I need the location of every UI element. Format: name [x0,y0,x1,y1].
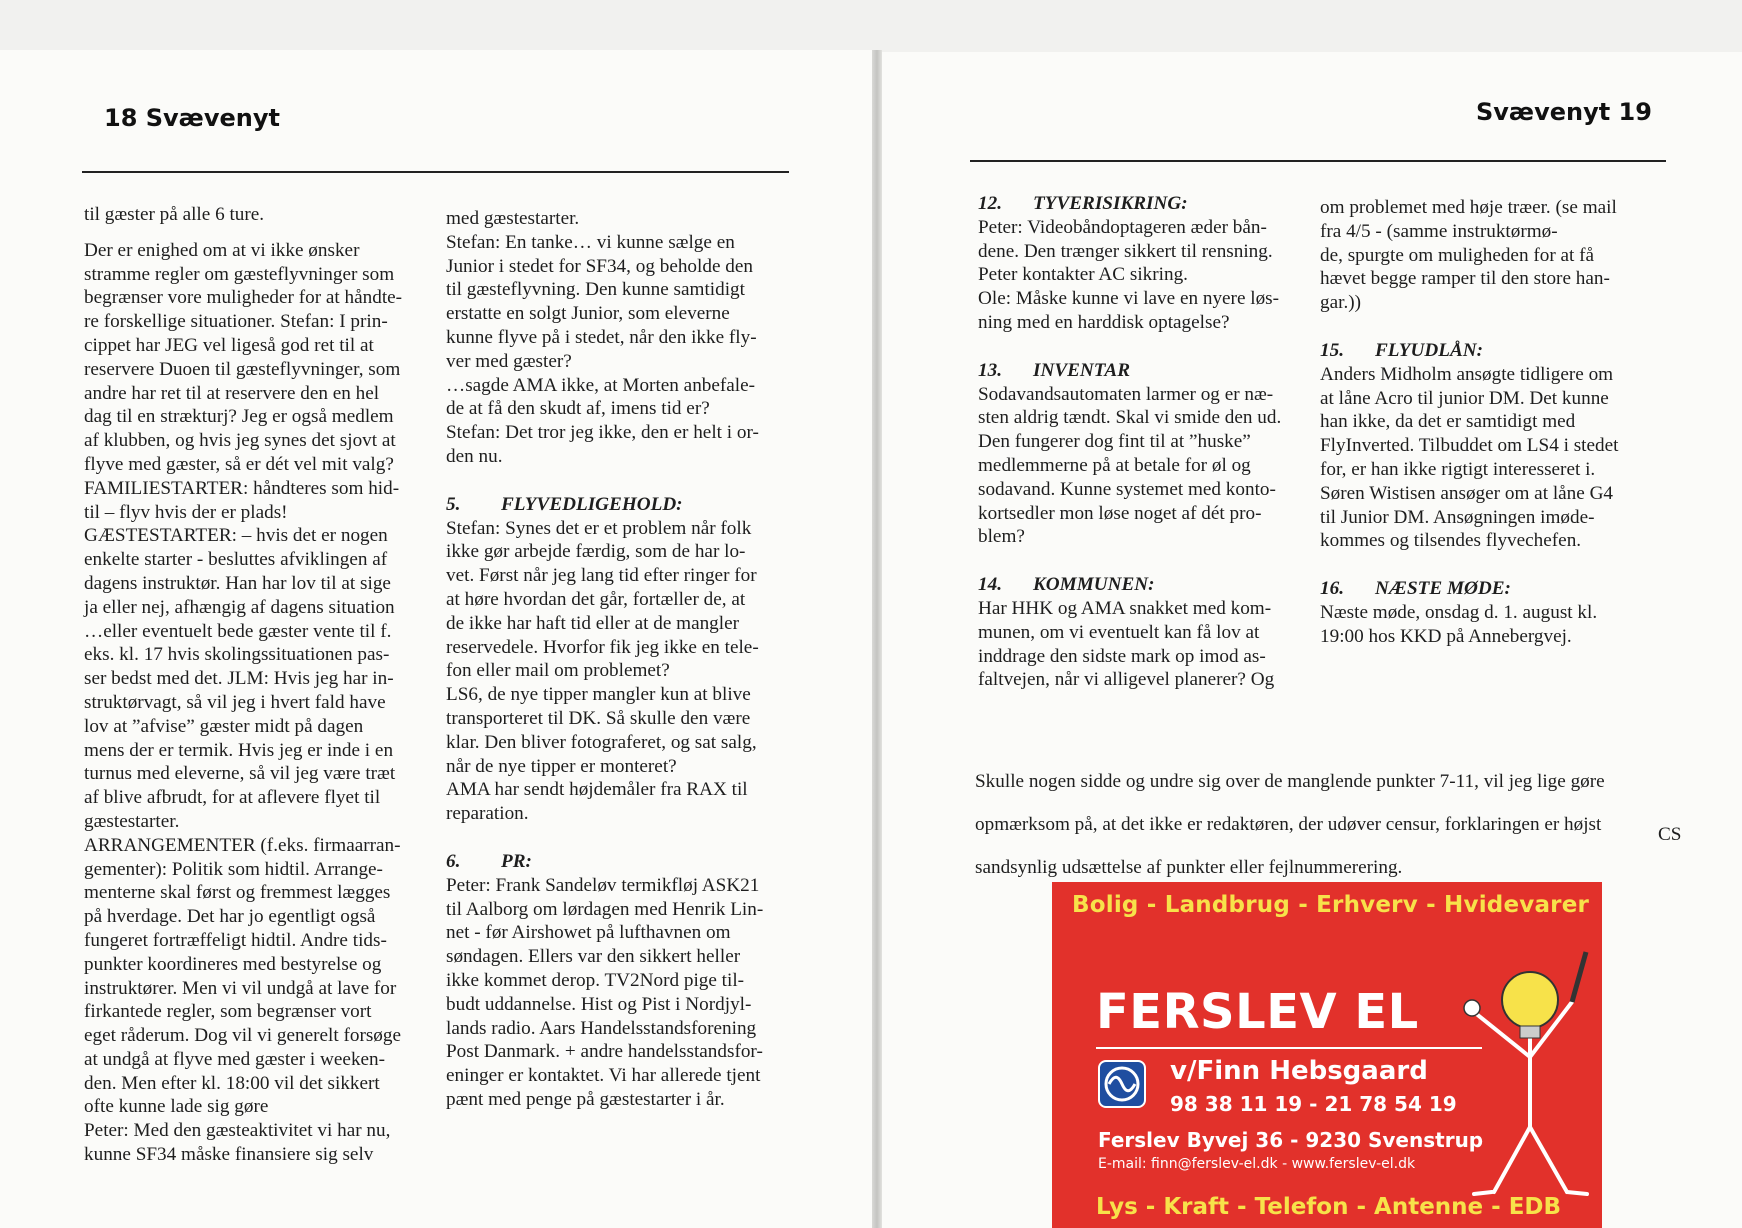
text-line: Stefan: Synes det er et problem når folk [446,517,752,539]
ad-bottom-line: Lys - Kraft - Telefon - Antenne - EDB [1096,1194,1562,1220]
text-line: munen, om vi eventuelt kan få lov at [978,621,1260,643]
left-column-2 [446,207,791,1112]
text-line: Stefan: En tanke… vi kunne sælge en [446,231,735,253]
signature: CS [1658,824,1682,845]
text-line: instruktører. Men vi vil undgå at lave for [84,977,397,999]
text-line: mens der er termik. Hvis jeg er inde i en [84,739,394,761]
ad-top-line: Bolig - Landbrug - Erhverv - Hvidevarer [1072,892,1590,918]
text-line: Peter: Med den gæsteaktivitet vi har nu, [84,1120,391,1142]
ferslev-el-advertisement [1052,882,1602,1228]
text-line: firkantede regler, som begrænser vort [84,1001,372,1023]
text-line: klar. Den bliver fotograferet, og sat salg, [446,731,757,753]
text-line: til gæsteflyvning. Den kunne samtidigt [446,279,745,301]
text-line: struktørvagt, så vil jeg i hvert fald have [84,691,386,713]
text-line: for, er han ikke rigtigt interesseret i. [1320,458,1596,480]
section-14-body [978,597,1308,692]
right-col2-intro [1320,196,1665,315]
text-line: søndagen. Ellers var den sikkert heller [446,946,741,968]
text-line: re forskellige situationer. Stefan: I prin- [84,311,388,333]
text-line: inddrage den sidste mark op imod as- [978,645,1266,667]
text-line: fungeret fortræffeligt hidtil. Andre tids- [84,929,387,951]
text-line: kommes og tilsendes flyvechefen. [1320,530,1582,552]
ad-brand: FERSLEV EL [1096,984,1419,1040]
right-column-1 [978,192,1308,692]
text-line: Ole: Måske kunne vi lave en nyere løs- [978,288,1280,310]
text-line: eks. kl. 17 hvis skolingssituationen pas- [84,644,390,666]
text-line: 19:00 hos KKD på Annebergvej. [1320,625,1572,647]
text-line: han ikke, da det er samtidigt med [1320,411,1576,433]
text-line: dag til en strækturj? Jeg er også medlem [84,406,394,428]
text-line: Sodavandsautomaten larmer og er næ- [978,383,1274,405]
left-column-1 [84,203,429,1167]
section-14-heading: 14. KOMMUNEN: [978,574,1155,596]
text-line: på hverdage. Det har jo egentligt også [84,906,376,928]
text-line: budt uddannelse. Hist og Pist i Nordjyl- [446,993,752,1015]
text-line: punkter koordineres med bestyrelse og [84,953,382,975]
text-line: sodavand. Kunne systemet med konto- [978,478,1276,500]
section-16-body [1320,601,1665,649]
text-line: blem? [978,526,1025,548]
lightbulb-mascot-icon [1452,942,1602,1212]
text-line: FAMILIESTARTER: håndteres som hid- [84,477,400,499]
text-line: opmærksom på, at det ikke er redaktøren, der udøver censur, forklaringen er højst [975,814,1602,836]
left-header-rule [82,171,789,173]
section-6-body [446,874,791,1112]
text-line: Der er enighed om at vi ikke ønsker [84,239,360,261]
text-line: cippet har JEG vel ligeså god ret til at [84,334,374,356]
ad-contact-name: v/Finn Hebsgaard [1170,1056,1428,1086]
text-line: hævet begge ramper til den store han- [1320,268,1610,290]
text-line: at låne Acro til junior DM. Det kunne [1320,387,1609,409]
text-line: stramme regler om gæsteflyvninger som [84,263,395,285]
text-line: ja eller nej, afhængig af dagens situation [84,596,395,618]
text-line: de, spurgte om muligheden for at få [1320,244,1595,266]
text-line: enkelte starter - besluttes afviklingen af [84,549,388,571]
text-line: gementer): Politik som hidtil. Arrange- [84,858,383,880]
text-line: menterne skal først og fremmest lægges [84,882,391,904]
text-line: fon eller mail om problemet? [446,660,670,682]
right-column-2 [1320,196,1665,649]
text-line: når de nye tipper er monteret? [446,755,677,777]
text-line: af klubben, og hvis jeg synes det sjovt at [84,430,396,452]
text-line: til Aalborg om lørdagen med Henrik Lin- [446,898,764,920]
text-line: reservedele. Hvorfor fik jeg ikke en tele- [446,636,759,658]
text-line: til Junior DM. Ansøgningen imøde- [1320,506,1595,528]
editor-note [975,751,1695,899]
text-line: flyve med gæster, så er dét vel mit valg? [84,453,394,475]
ad-divider [1096,1047,1482,1049]
text-line: kortsedler mon løse noget af dét pro- [978,502,1262,524]
text-line: eget råderum. Dog vil vi generelt forsøge [84,1025,402,1047]
text-line: Peter: Frank Sandeløv termikfløj ASK21 [446,874,760,896]
text-line: ver med gæster? [446,350,572,372]
text-line: sten aldrig tændt. Skal vi smide den ud. [978,407,1282,429]
text-line: sandsynlig udsættelse af punkter eller fejlnummerering. [975,857,1403,879]
text-line: LS6, de nye tipper mangler kun at blive [446,684,751,706]
text-line: Søren Wistisen ansøger om at låne G4 [1320,482,1614,504]
text-line: ofte kunne lade sig gøre [84,1096,269,1118]
section-12-heading: 12. TYVERISIKRING: [978,193,1188,214]
text-line: kunne flyve på i stedet, når den ikke fly- [446,326,757,348]
text-line: at undgå at flyve med gæster i weeken- [84,1048,386,1070]
ad-phone: 98 38 11 19 - 21 78 54 19 [1170,1092,1457,1116]
section-13-heading: 13. INVENTAR [978,359,1131,381]
text-line: …sagde AMA ikke, at Morten anbefale- [446,374,756,396]
text-line: de at få den skudt af, imens tid er? [446,398,710,420]
text-line: Den fungerer dog fint til at ”huske” [978,431,1251,453]
text-line: Post Danmark. + andre handelsstandsfor- [446,1041,763,1063]
text-line: ikke kommet derop. TV2Nord pige til- [446,969,745,991]
text-line [84,227,429,239]
text-line: af blive afbrudt, for at aflevere flyet til [84,787,381,809]
section-6-heading: 6. PR: [446,850,532,872]
left-page-header: 18 Svævenyt [104,104,280,132]
text-line: til gæster på alle 6 ture. [84,204,265,225]
text-line: eninger er kontaktet. Vi har allerede tjent [446,1065,761,1087]
text-line: pænt med penge på gæstestarter i år. [446,1088,725,1110]
text-line: andre har ret til at reservere den en hel [84,382,380,404]
text-line: turnus med eleverne, så vil jeg være træt [84,763,396,785]
text-line: den nu. [446,445,503,467]
text-line: fra 4/5 - (samme instruktørmø- [1320,220,1558,242]
right-header-rule [970,160,1666,162]
text-line: lands radio. Aars Handelsstandsforening [446,1017,757,1039]
text-line: at høre hvordan det går, fortæller de, at [446,588,746,610]
left-col1-text [84,203,429,1167]
text-line: Skulle nogen sidde og undre sig over de manglende punkter 7-11, vil jeg lige gøre [975,771,1605,793]
text-line: ikke gør arbejde færdig, som de har lo- [446,541,746,563]
text-line: til – flyv hvis der er plads! [84,501,288,523]
text-line: Peter: Videobåndoptageren æder bån- [978,216,1267,238]
text-line: Anders Midholm ansøgte tidligere om [1320,363,1614,385]
text-line: gar.)) [1320,292,1362,314]
text-line: reservere Duoen til gæsteflyvninger, som [84,358,401,380]
text-line: ser bedst med det. JLM: Hvis jeg har in- [84,668,394,690]
text-line: net - før Airshowet på lufthavnen om [446,922,731,944]
text-line: dene. Den trænger sikkert til rensning. [978,240,1273,262]
text-line: Næste møde, onsdag d. 1. august kl. [1320,601,1598,623]
text-line: medlemmerne på at betale for øl og [978,454,1251,476]
section-15-body [1320,363,1665,553]
text-line: erstatte en solgt Junior, som eleverne [446,303,730,325]
section-12-body [978,216,1308,335]
text-line: FlyInverted. Tilbuddet om LS4 i stedet [1320,435,1619,457]
book-gutter [872,50,882,1228]
text-line: faltvejen, når vi alligevel planerer? Og [978,669,1275,691]
text-line: lov at ”afvise” gæster midt på dagen [84,715,364,737]
right-page-header: Svævenyt 19 [1476,98,1652,126]
text-line: AMA har sendt højdemåler fra RAX til [446,779,748,801]
text-line: den. Men efter kl. 18:00 vil det sikkert [84,1072,380,1094]
section-15-heading: 15. FLYUDLÅN: [1320,339,1484,361]
wave-logo-icon [1098,1060,1146,1108]
text-line: kunne SF34 måske finansiere sig selv [84,1144,374,1166]
text-line: ning med en harddisk optagelse? [978,311,1230,333]
text-line: Peter kontakter AC sikring. [978,264,1188,286]
text-line: GÆSTESTARTER: – hvis det er nogen [84,525,388,547]
text-line: Junior i stedet for SF34, og beholde den [446,255,753,277]
text-line: om problemet med høje træer. (se mail [1320,197,1617,218]
text-line: gæstestarter. [84,810,180,832]
text-line: de ikke har haft tid eller at de mangler [446,612,740,634]
text-line: dagens instruktør. Han har lov til at sige [84,572,391,594]
text-line: begrænser vore muligheder for at håndte- [84,287,403,309]
text-line: ARRANGEMENTER (f.eks. firmaarran- [84,834,401,856]
text-line: Stefan: Det tror jeg ikke, den er helt i or- [446,422,759,444]
text-line: reparation. [446,803,529,825]
ad-address: Ferslev Byvej 36 - 9230 Svenstrup [1098,1128,1484,1152]
text-line: transporteret til DK. Så skulle den være [446,707,751,729]
text-line: vet. Først når jeg lang tid efter ringer for [446,565,757,587]
section-13-body [978,383,1308,550]
text-line: …eller eventuelt bede gæster vente til f. [84,620,392,642]
left-col2-intro [446,207,791,469]
ad-email: E-mail: finn@ferslev-el.dk - www.ferslev-el.dk [1098,1156,1416,1172]
section-5-heading: 5. FLYVEDLIGEHOLD: [446,493,683,515]
text-line: med gæstestarter. [446,208,580,229]
section-16-heading: 16. NÆSTE MØDE: [1320,578,1511,600]
section-5-body [446,517,791,826]
text-line: Har HHK og AMA snakket med kom- [978,597,1272,619]
